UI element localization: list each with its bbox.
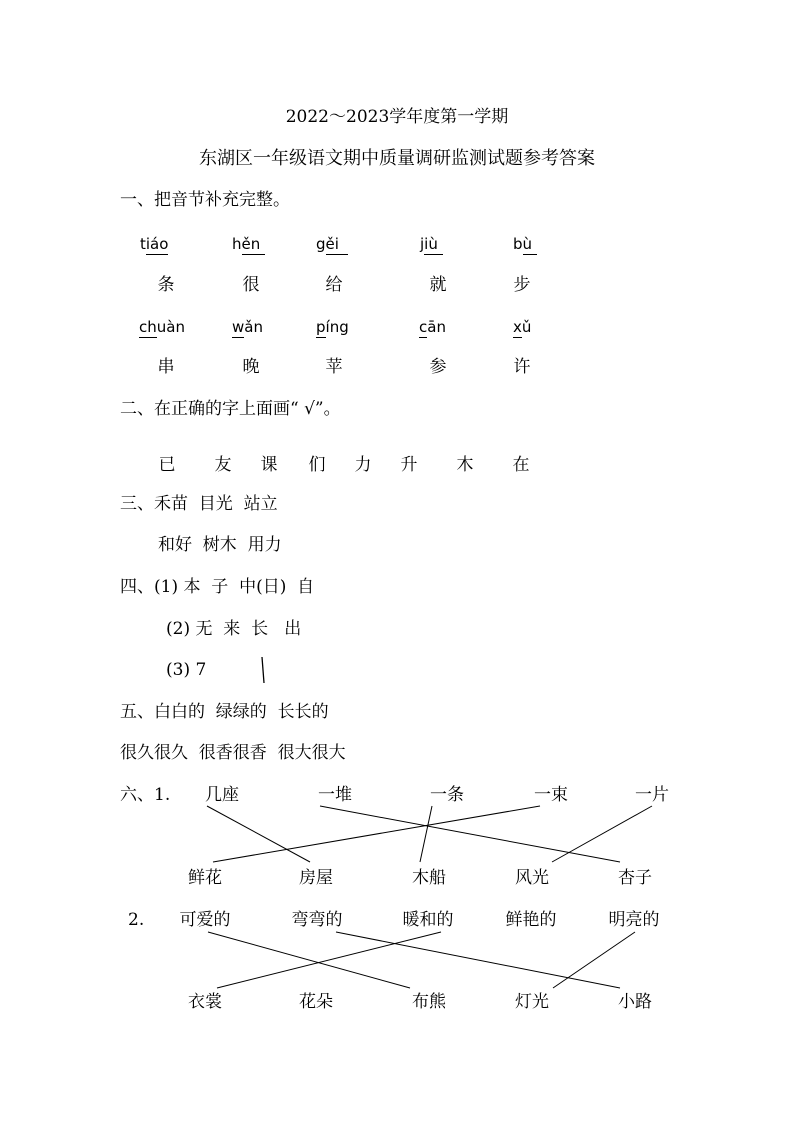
q2-heading: 二、在正确的字上面画“ √”。: [120, 399, 341, 419]
q3-line-1: 三、禾苗 目光 站立: [120, 494, 278, 514]
q1-char-1: 条: [157, 275, 175, 295]
q1-char-2: 很: [242, 275, 260, 295]
q2-char-8: 在: [512, 455, 530, 475]
q6-bottom2-word-4: 灯光: [515, 992, 549, 1012]
title-line-1: 2022～2023学年度第一学期: [285, 107, 509, 127]
q1-char-6: 串: [157, 357, 175, 377]
q2-char-7: 木: [456, 455, 474, 475]
q6-bottom1-word-5: 杏子: [618, 868, 652, 888]
q1-pinyin-9: cān: [419, 318, 446, 336]
q5-line-1: 五、白白的 绿绿的 长长的: [120, 702, 329, 722]
q6-bottom2-word-1: 衣裳: [188, 992, 222, 1012]
q1-char-5: 步: [513, 275, 531, 295]
match-line-set-1-line-4: [213, 806, 540, 862]
q6-top1-word-5: 一片: [635, 785, 669, 805]
q6-top1-word-2: 一堆: [318, 785, 352, 805]
q6-bottom1-word-1: 鲜花: [188, 868, 222, 888]
q6-bottom1-word-4: 风光: [515, 868, 549, 888]
q4-line-3: (3) 7: [166, 660, 207, 680]
q6-top2-word-4: 鲜艳的: [505, 910, 557, 930]
q6-top2-word-1: 可爱的: [179, 910, 231, 930]
q6-top1-word-1: 几座: [205, 785, 239, 805]
q2-char-1: 已: [158, 455, 176, 475]
match-line-set-1-line-3: [420, 806, 432, 862]
title-line-2: 东湖区一年级语文期中质量调研监测试题参考答案: [199, 148, 595, 169]
q1-char-9: 参: [429, 357, 447, 377]
q2-char-4: 们: [308, 455, 326, 475]
q6-bottom2-word-3: 布熊: [412, 992, 446, 1012]
q5-line-2: 很久很久 很香很香 很大很大: [120, 743, 346, 763]
match-line-set-2-line-4: [553, 932, 635, 988]
match-line-set-2-line-1: [208, 932, 410, 988]
q4-line-2: (2) 无 来 长 出: [166, 619, 302, 639]
q1-pinyin-6: chuàn: [139, 318, 185, 336]
q3-line-2: 和好 树木 用力: [158, 535, 282, 555]
q2-char-5: 力: [354, 455, 372, 475]
q1-char-4: 就: [429, 275, 447, 295]
vertical-stroke: [262, 657, 264, 683]
q1-pinyin-8: píng: [316, 318, 349, 336]
q6-top2-word-5: 明亮的: [608, 910, 660, 930]
q1-pinyin-1: tiáo: [140, 235, 169, 253]
q1-pinyin-2: hěn: [232, 234, 265, 254]
q1-char-7: 晚: [242, 357, 260, 377]
q6-label-2: 2.: [128, 910, 145, 930]
q6-bottom1-word-3: 木船: [412, 868, 446, 888]
match-line-set-1-line-2: [320, 806, 620, 862]
q6-bottom1-word-2: 房屋: [299, 868, 333, 888]
q6-bottom2-word-2: 花朵: [299, 992, 333, 1012]
q1-char-10: 许: [513, 357, 531, 377]
q1-char-8: 苹: [325, 357, 343, 377]
q4-line-1: 四、(1) 本 子 中(日) 自: [120, 577, 315, 597]
q1-pinyin-5: bù: [513, 234, 537, 254]
match-line-set-2-line-3: [217, 932, 441, 988]
q6-top2-word-2: 弯弯的: [291, 910, 343, 930]
match-line-set-1-line-5: [552, 806, 652, 862]
q1-char-3: 给: [325, 275, 343, 295]
q1-pinyin-10: xǔ: [513, 318, 532, 336]
match-line-set-1-line-1: [207, 806, 310, 862]
q1-pinyin-4: jiù: [420, 234, 443, 254]
q6-top2-word-3: 暖和的: [402, 910, 454, 930]
q2-char-3: 课: [260, 455, 278, 475]
q1-pinyin-3: gěi: [316, 234, 348, 254]
q2-char-6: 升: [400, 455, 418, 475]
match-line-set-2-line-2: [336, 932, 620, 988]
q2-char-2: 友: [214, 455, 232, 475]
q1-heading: 一、把音节补充完整。: [120, 190, 290, 210]
q6-top1-word-3: 一条: [430, 785, 464, 805]
q6-label-1: 六、1.: [120, 785, 171, 805]
q1-pinyin-7: wǎn: [232, 318, 263, 336]
q6-bottom2-word-5: 小路: [618, 992, 652, 1012]
q6-top1-word-4: 一束: [534, 785, 568, 805]
